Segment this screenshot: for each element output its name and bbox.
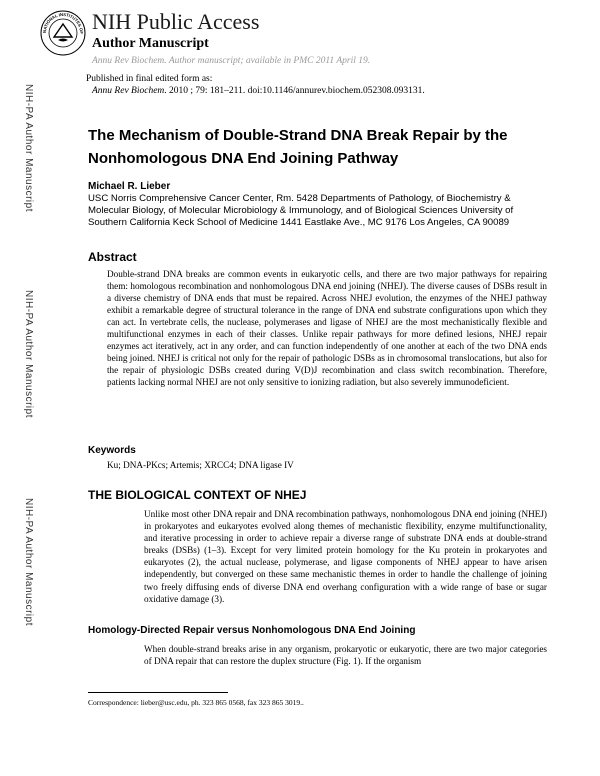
author-manuscript-label: Author Manuscript (92, 36, 209, 51)
keywords-heading: Keywords (88, 445, 136, 456)
subsection-heading: Homology-Directed Repair versus Nonhomologous DNA End Joining (88, 625, 416, 636)
nih-logo (40, 10, 86, 56)
author-name: Michael R. Lieber (88, 181, 171, 192)
footnote-correspondence: Correspondence: lieber@usc.edu, ph. 323 865 0568, fax 323 865 3019.. (88, 698, 304, 707)
logo-lettering: NATIONAL INSTITUTES OF (41, 11, 85, 34)
section-paragraph: Unlike most other DNA repair and DNA recombination pathways, nonhomologous DNA end joining (NHEJ) in prokaryotes and eukaryotes evolved along themes of mechanistic flexibility, enzyme multifunctionality, and iterative processing in order to achieve repair a diverse range of substrate DNA ends at double-strand breaks (DSBs) (1–3). Except for very limited protein homology for the Ku protein in prokaryotes and eukaryotes (2), the actual nuclease, polymerase, and ligase components of NHEJ appear to have arisen independently, but converged on these same mechanistic themes in order to handle the challenge of joining two freely diffusing ends of diverse DNA end overhang configuration with a wide range of base or sugar oxidative damage (3). (144, 509, 547, 604)
sidebar-label: NIH-PA Author Manuscript (23, 498, 34, 626)
sidebar-label: NIH-PA Author Manuscript (23, 290, 34, 418)
subsection-paragraph: When double-strand breaks arise in any organism, prokaryotic or eukaryotic, there are two major categories of DNA repair that can restore the duplex structure (Fig. 1). If the organism (144, 644, 547, 667)
keywords-text: Ku; DNA-PKcs; Artemis; XRCC4; DNA ligase IV (107, 460, 294, 470)
author-affiliation: USC Norris Comprehensive Cancer Center, Rm. 5428 Departments of Pathology, of Biochemistry & Molecular Biology, of Molecular Microbiology & Immunology, and of Biological Sciences University of Southern California Keck School of Medicine 1441 Eastlake Ave., MC 9176 Los Angeles, CA 90089 (88, 193, 514, 228)
footnote-divider (88, 692, 228, 693)
availability-note: Annu Rev Biochem. Author manuscript; available in PMC 2011 April 19. (92, 56, 371, 66)
citation-details: . 2010 ; 79: 181–211. doi:10.1146/annurev.biochem.052308.093131. (164, 86, 425, 96)
svg-text:NATIONAL INSTITUTES OF HEALTH (40, 10, 84, 34)
citation-journal: Annu Rev Biochem (92, 86, 165, 96)
article-title: The Mechanism of Double-Strand DNA Break Repair by the Nonhomologous DNA End Joining Pathway (88, 127, 508, 167)
abstract-heading: Abstract (88, 250, 137, 264)
abstract-text: Double-strand DNA breaks are common events in eukaryotic cells, and there are two major pathways for repairing them: homologous recombination and nonhomologous DNA end joining (NHEJ). The diverse causes of DSBs result in a diverse chemistry of DNA ends that must be repaired. Across NHEJ evolution, the enzymes of the NHEJ pathway exhibit a remarkable degree of structural tolerance in the range of DNA end substrate configurations upon which they can act. In vertebrate cells, the nuclease, polymerases and ligase of NHEJ are the most mechanistically flexible and multifunctional enzymes in each of their classes. Unlike repair pathways for more defined lesions, NHEJ repair enzymes act iteratively, act in any order, and can function independently of one another at each of the two DNA ends being joined. NHEJ is critical not only for the repair of pathologic DSBs as in chromosomal translocations, but also for the repair of physiologic DSBs created during V(D)J recombination and class switch recombination. Therefore, patients lacking normal NHEJ are not only sensitive to ionizing radiation, but also severely immunodeficient. (107, 269, 547, 387)
nih-public-access-title: NIH Public Access (92, 9, 260, 34)
published-label: Published in final edited form as: (86, 74, 213, 84)
section-heading: THE BIOLOGICAL CONTEXT OF NHEJ (88, 488, 307, 502)
citation (92, 86, 425, 96)
sidebar-label: NIH-PA Author Manuscript (23, 84, 34, 212)
